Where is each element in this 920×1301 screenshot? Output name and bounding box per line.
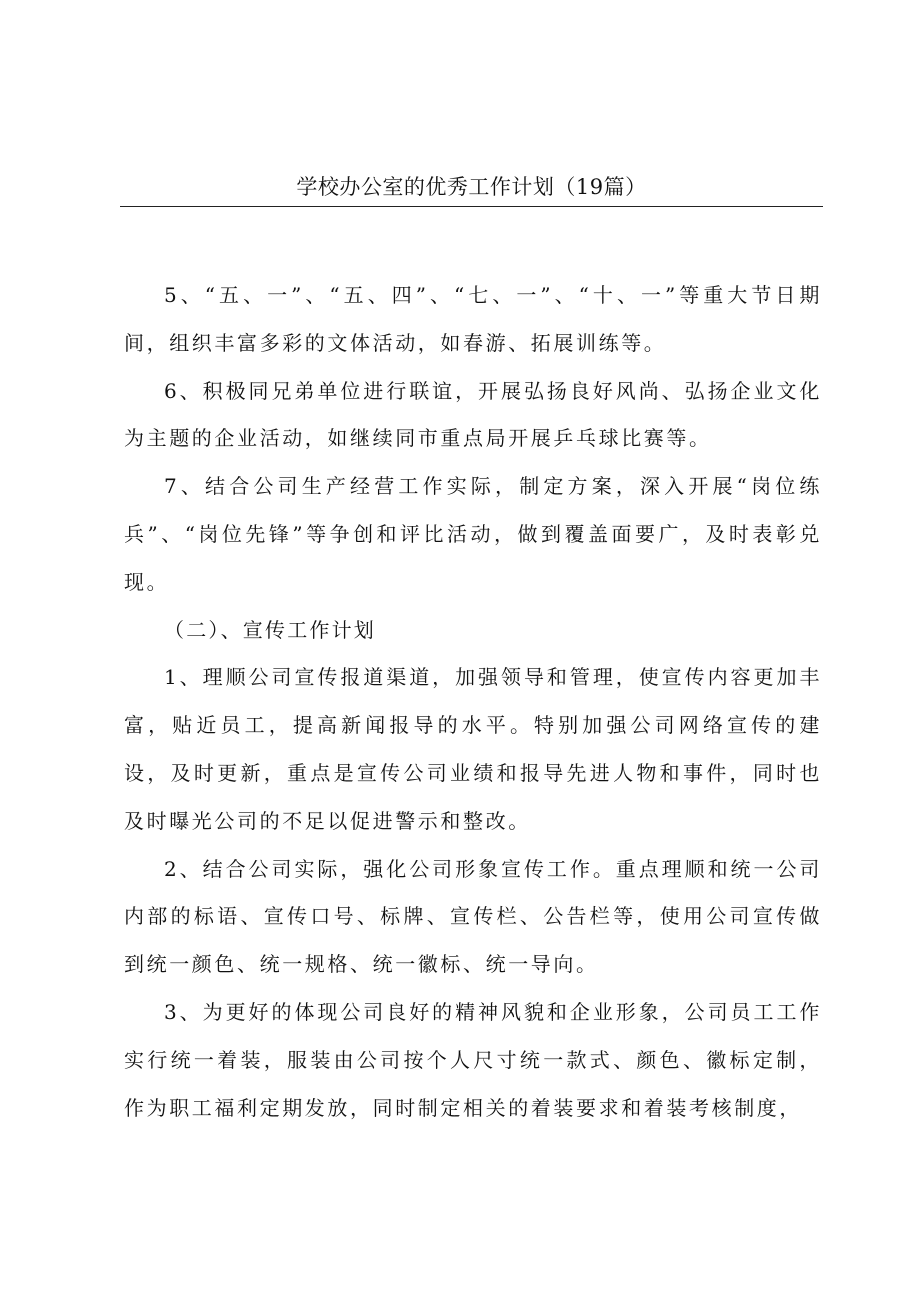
paragraph-item-6: 6、积极同兄弟单位进行联谊，开展弘扬良好风尚、弘扬企业文化为主题的企业活动，如继续同市重点局开展乒乓球比赛等。: [124, 378, 822, 451]
document-title: 学校办公室的优秀工作计划（19篇）: [296, 175, 647, 199]
paragraph-item-7: 7、结合公司生产经营工作实际，制定方案，深入开展“岗位练兵”、“岗位先锋”等争创和评比活动，做到覆盖面要广，及时表彰兑现。: [124, 474, 822, 594]
paragraph-publicity-1: 1、理顺公司宣传报道渠道，加强领导和管理，使宣传内容更加丰富，贴近员工，提高新闻报导的水平。特别加强公司网络宣传的建设，及时更新，重点是宣传公司业绩和报导先进人物和事件，同时也及时曝光公司的不足以促进警示和整改。: [124, 665, 822, 833]
section-heading-publicity: （二）、宣传工作计划: [164, 617, 376, 642]
document-body: [124, 272, 822, 1132]
paragraph-publicity-3: 3、为更好的体现公司良好的精神风貌和企业形象，公司员工工作实行统一着装，服装由公司按个人尺寸统一款式、颜色、徽标定制，作为职工福利定期发放，同时制定相关的着装要求和着装考核制度，: [124, 999, 822, 1120]
paragraph-publicity-2: 2、结合公司实际，强化公司形象宣传工作。重点理顺和统一公司内部的标语、宣传口号、标牌、宣传栏、公告栏等，使用公司宣传做到统一颜色、统一规格、统一徽标、统一导向。: [124, 856, 822, 977]
paragraph-item-5: 5、“五、一”、“五、四”、“七、一”、“十、一”等重大节日期间，组织丰富多彩的文体活动，如春游、拓展训练等。: [124, 283, 822, 355]
document-header: [120, 170, 823, 207]
